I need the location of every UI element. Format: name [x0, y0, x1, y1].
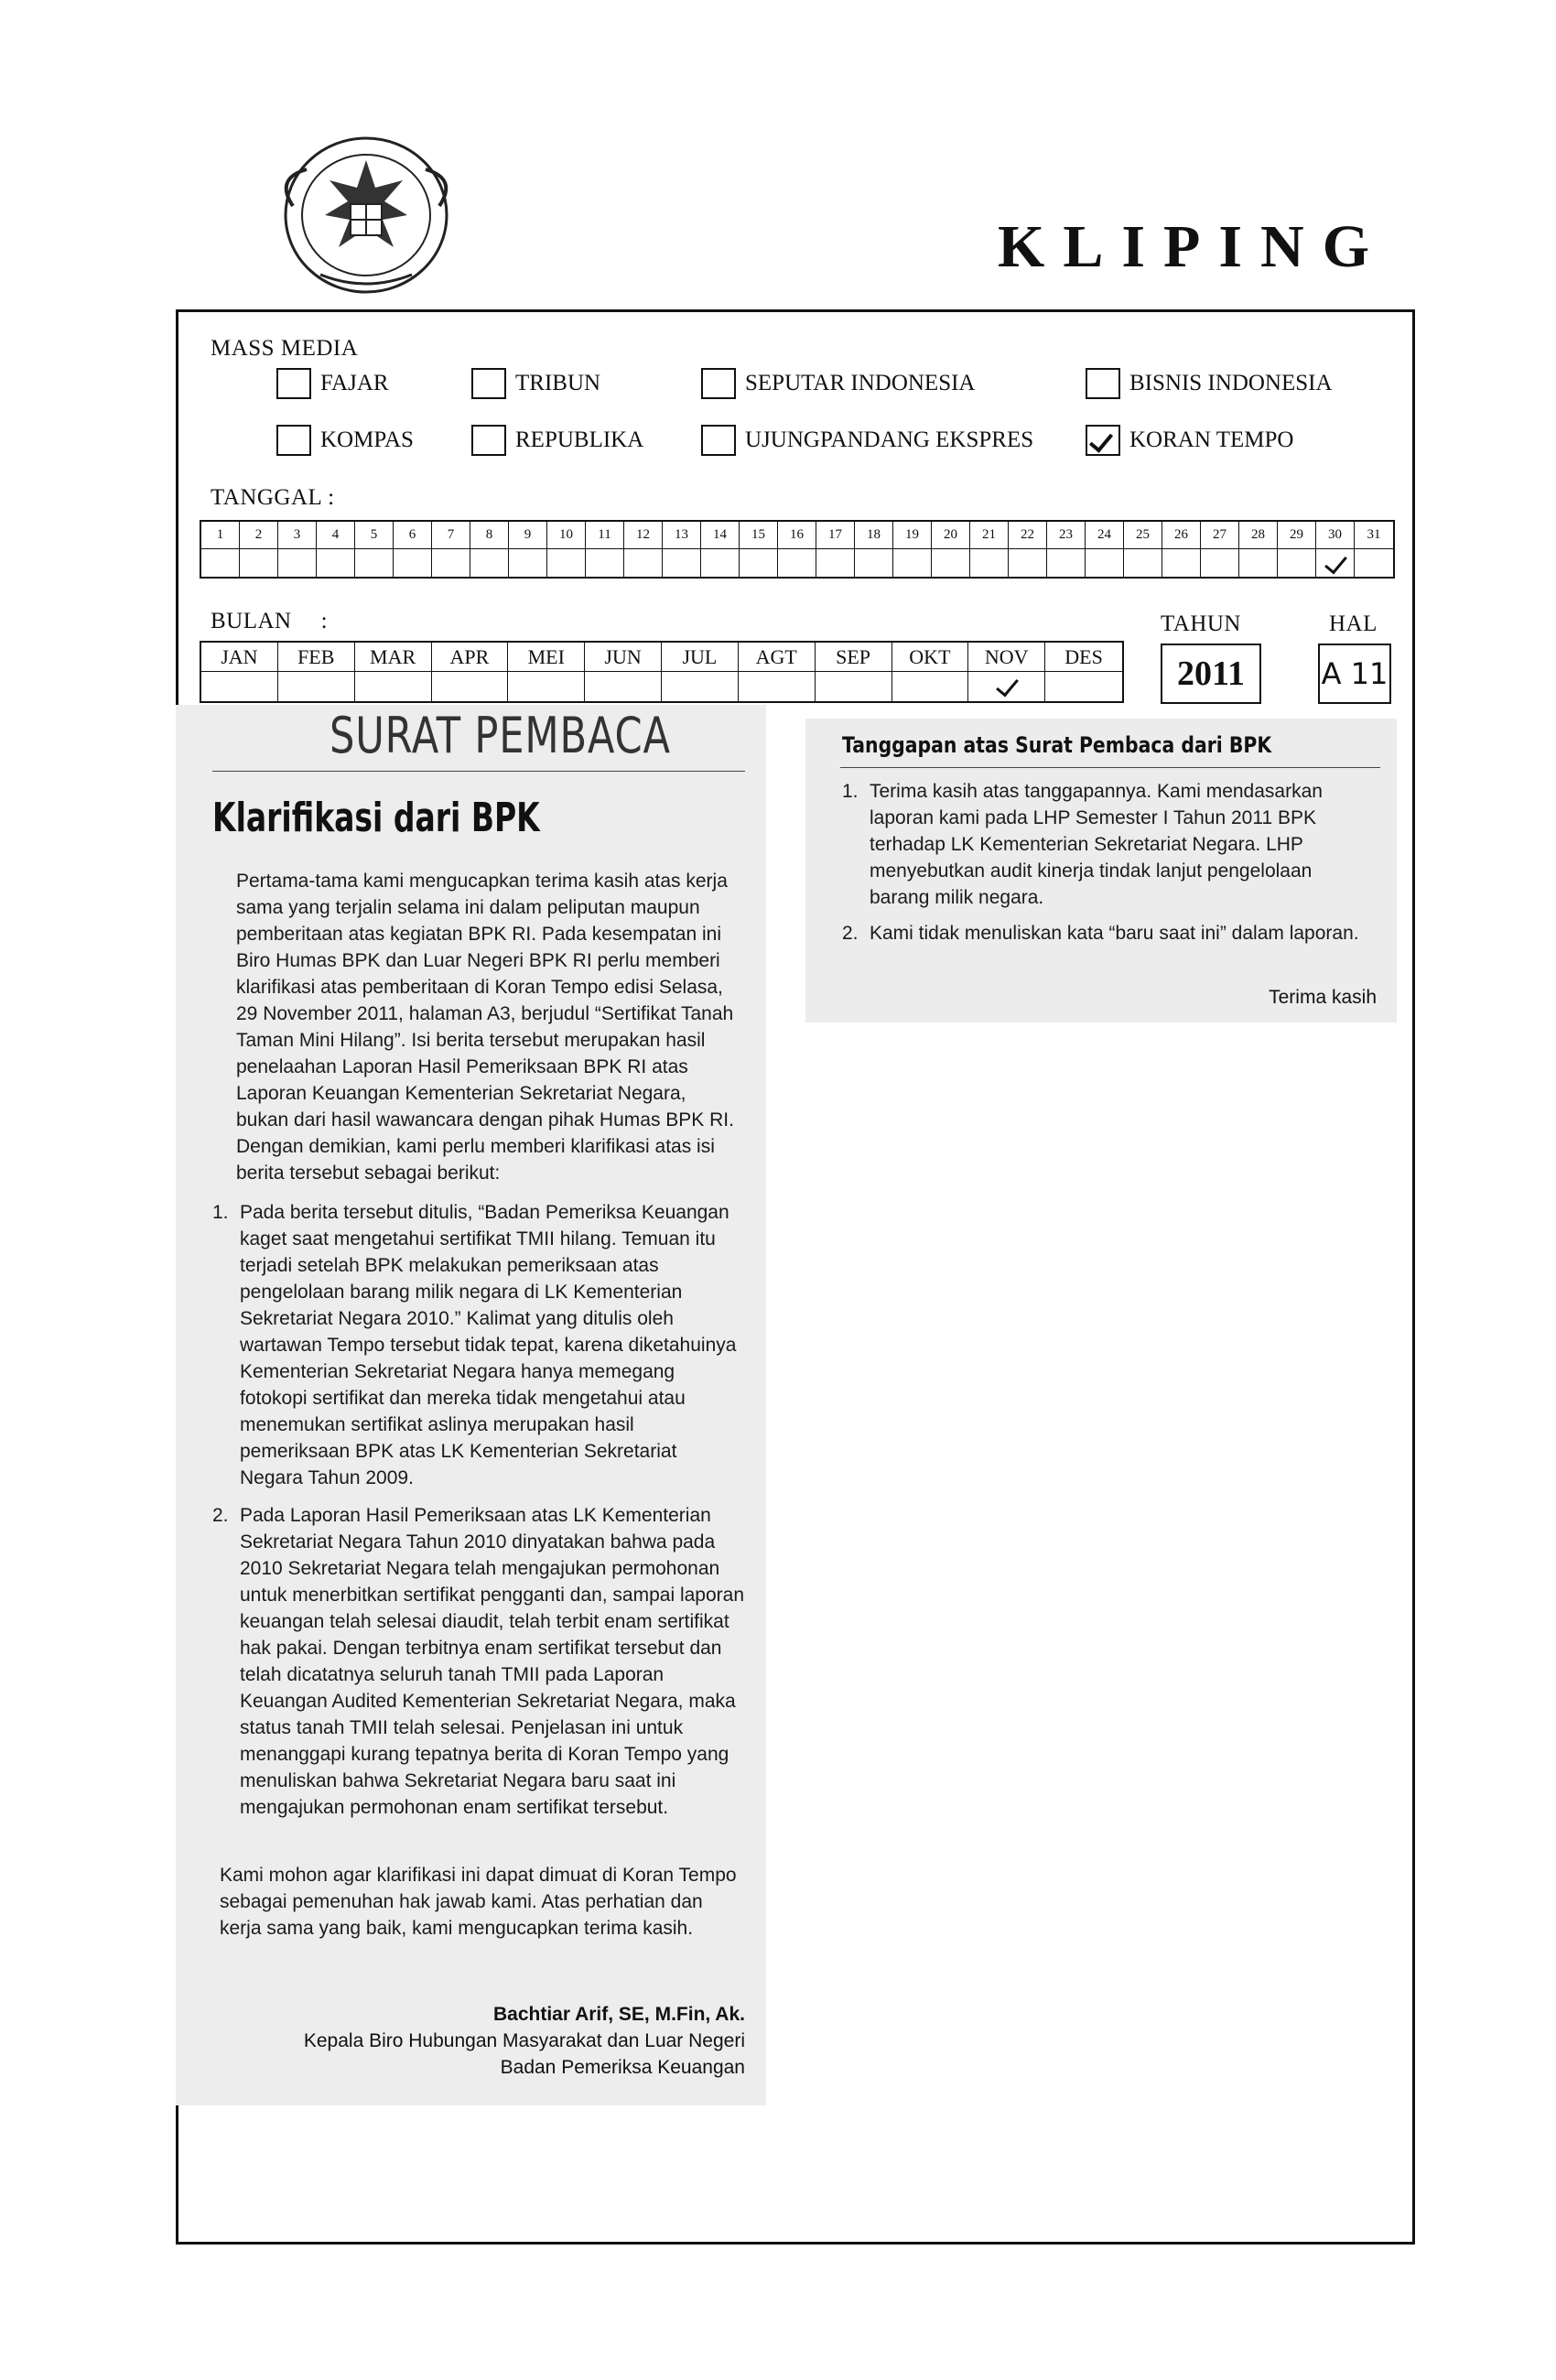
- month-label: MAR: [355, 643, 432, 672]
- day-mark-cell[interactable]: [1239, 549, 1278, 577]
- day-mark-cell[interactable]: [547, 549, 586, 577]
- day-mark-cell[interactable]: [201, 549, 240, 577]
- day-mark-cell[interactable]: [663, 549, 701, 577]
- month-label: DES: [1045, 643, 1122, 672]
- day-mark-cell[interactable]: [701, 549, 740, 577]
- article-headline: Klarifikasi dari BPK: [212, 795, 540, 841]
- month-label: APR: [432, 643, 509, 672]
- year-value: 2011: [1161, 644, 1261, 704]
- month-mark-cell[interactable]: [201, 672, 278, 701]
- day-mark-cell[interactable]: [740, 549, 778, 577]
- media-option-label: SEPUTAR INDONESIA: [745, 371, 976, 395]
- day-mark-cell[interactable]: [1278, 549, 1316, 577]
- month-mark-cell[interactable]: [1045, 672, 1122, 701]
- day-mark-cell[interactable]: [355, 549, 394, 577]
- month-label: JUL: [662, 643, 739, 672]
- day-number: 16: [778, 522, 816, 549]
- checkbox[interactable]: [471, 368, 506, 399]
- media-option-tribun[interactable]: [471, 368, 600, 399]
- day-mark-cell[interactable]: [1009, 549, 1047, 577]
- garuda-emblem-icon: [256, 124, 476, 302]
- month-label: NOV: [968, 643, 1045, 672]
- signature: Bachtiar Arif, SE, M.Fin, Ak. Kepala Biro Hubungan Masyarakat dan Luar Negeri Badan Pemeriksa Keuangan: [303, 2004, 745, 2078]
- day-number: 13: [663, 522, 701, 549]
- list-item: 2. Pada Laporan Hasil Pemeriksaan atas LK Kementerian Sekretariat Negara Tahun 2010 dinyatakan bahwa pada 2010 Sekretariat Negara telah mengajukan permohonan untuk menerbitkan sertifikat pengganti dan, sampai laporan keuangan telah selesai diaudit, telah terbit enam sertifikat hak pakai. Dengan terbitnya enam sertifikat tersebut dan telah dicatatnya seluruh tanah TMII pada Laporan Keuangan Audited Kementerian Sekretariat Negara, maka status tanah TMII telah selesai. Penjelasan ini untuk menanggapi kurang tepatnya berita di Koran Tempo yang menuliskan bahwa Sekretariat Negara baru saat ini mengajukan permohonan enam sertifikat tersebut.: [212, 1505, 745, 1818]
- month-label: OKT: [892, 643, 969, 672]
- day-number: 18: [855, 522, 893, 549]
- month-label: AGT: [739, 643, 816, 672]
- media-option-koran-tempo[interactable]: [1086, 425, 1293, 456]
- month-mark-cell[interactable]: [662, 672, 739, 701]
- checkbox[interactable]: [701, 368, 736, 399]
- list-item: 2. Kami tidak menuliskan kata “baru saat ini” dalam laporan.: [842, 923, 1359, 944]
- day-number: 15: [740, 522, 778, 549]
- day-number: 14: [701, 522, 740, 549]
- day-number: 6: [394, 522, 432, 549]
- day-mark-cell[interactable]: [1316, 549, 1355, 577]
- day-mark-cell[interactable]: [470, 549, 509, 577]
- list-item: 1. Pada berita tersebut ditulis, “Badan Pemeriksa Keuangan kaget saat mengetahui sertifikat TMII hilang. Temuan itu terjadi setelah BPK melakukan pemeriksaan atas pengelolaan barang milik negara di LK Kementerian Sekretariat Negara 2010.” Kalimat yang ditulis oleh wartawan Tempo tersebut tidak tepat, karena diketahuinya Kementerian Sekretariat Negara hanya memegang fotokopi sertifikat dan mereka tidak mengetahui atau menemukan sertifikat aslinya merupakan hasil pemeriksaan BPK atas LK Kementerian Sekretariat Negara Tahun 2009.: [212, 1202, 737, 1488]
- day-mark-cell[interactable]: [509, 549, 547, 577]
- day-mark-cell[interactable]: [317, 549, 355, 577]
- day-number: 10: [547, 522, 586, 549]
- day-number: 20: [932, 522, 970, 549]
- day-number: 28: [1239, 522, 1278, 549]
- month-mark-cell[interactable]: [278, 672, 355, 701]
- media-option-label: TRIBUN: [515, 371, 601, 395]
- day-number: 30: [1316, 522, 1355, 549]
- page-value: A 11: [1318, 644, 1391, 704]
- media-option-ujungpandang-ekspres[interactable]: [701, 425, 1033, 456]
- media-option-kompas[interactable]: [276, 425, 414, 456]
- hal-label: HAL: [1329, 611, 1378, 636]
- day-number: 27: [1201, 522, 1239, 549]
- day-mark-cell[interactable]: [970, 549, 1009, 577]
- checkbox[interactable]: [471, 425, 506, 456]
- month-mark-cell[interactable]: [739, 672, 816, 701]
- day-number: 2: [240, 522, 278, 549]
- day-mark-cell[interactable]: [855, 549, 893, 577]
- response-thanks: Terima kasih: [1269, 987, 1377, 1008]
- day-mark-cell[interactable]: [432, 549, 470, 577]
- list-item: 1. Terima kasih atas tanggapannya. Kami mendasarkan laporan kami pada LHP Semester I Tahun 2011 BPK terhadap LK Kementerian Sekretariat Negara. LHP menyebutkan audit kinerja tindak lanjut pengelolaan barang milik negara.: [842, 781, 1323, 908]
- media-option-label: BISNIS INDONESIA: [1129, 371, 1333, 395]
- media-option-label: KOMPAS: [320, 427, 414, 452]
- day-number: 3: [278, 522, 317, 549]
- day-number: 19: [893, 522, 932, 549]
- check-mark-icon: [1324, 551, 1347, 575]
- month-mark-cell[interactable]: [968, 672, 1045, 701]
- bulan-label: BULAN :: [211, 609, 329, 633]
- day-mark-cell[interactable]: [1124, 549, 1162, 577]
- month-label: FEB: [278, 643, 355, 672]
- media-option-fajar[interactable]: [276, 368, 389, 399]
- section-title: SURAT PEMBACA: [330, 707, 671, 764]
- day-number: 24: [1086, 522, 1124, 549]
- day-number: 8: [470, 522, 509, 549]
- checkbox-checked[interactable]: [1086, 425, 1120, 456]
- month-label: JAN: [201, 643, 278, 672]
- day-number: 26: [1162, 522, 1201, 549]
- day-number: 11: [586, 522, 624, 549]
- day-mark-cell[interactable]: [893, 549, 932, 577]
- month-grid: [200, 641, 1124, 703]
- media-option-label: REPUBLIKA: [515, 427, 644, 452]
- date-grid: [200, 520, 1395, 579]
- day-number: 7: [432, 522, 470, 549]
- day-number: 23: [1047, 522, 1086, 549]
- checkbox[interactable]: [1086, 368, 1120, 399]
- check-mark-icon: [996, 674, 1019, 698]
- day-number: 29: [1278, 522, 1316, 549]
- tanggal-label: TANGGAL :: [211, 485, 335, 510]
- media-option-seputar-indonesia[interactable]: [701, 368, 975, 399]
- media-option-label: FAJAR: [320, 371, 389, 395]
- day-mark-cell[interactable]: [394, 549, 432, 577]
- day-number: 4: [317, 522, 355, 549]
- mass-media-label: MASS MEDIA: [211, 336, 359, 361]
- media-option-label: UJUNGPANDANG EKSPRES: [745, 427, 1034, 452]
- day-mark-cell[interactable]: [1047, 549, 1086, 577]
- day-mark-cell[interactable]: [586, 549, 624, 577]
- day-mark-cell[interactable]: [778, 549, 816, 577]
- month-label: MEI: [508, 643, 585, 672]
- month-mark-cell[interactable]: [816, 672, 892, 701]
- article-closing: Kami mohon agar klarifikasi ini dapat dimuat di Koran Tempo sebagai pemenuhan hak jawab kami. Atas perhatian dan kerja sama yang baik, kami mengucapkan terima kasih.: [220, 1865, 737, 1939]
- day-number: 9: [509, 522, 547, 549]
- month-mark-cell[interactable]: [508, 672, 585, 701]
- day-number: 1: [201, 522, 240, 549]
- media-option-bisnis-indonesia[interactable]: [1086, 368, 1333, 399]
- day-number: 25: [1124, 522, 1162, 549]
- page-title: KLIPING: [998, 213, 1389, 280]
- day-number: 31: [1355, 522, 1393, 549]
- day-number: 17: [816, 522, 855, 549]
- divider: [212, 771, 745, 772]
- day-mark-cell[interactable]: [624, 549, 663, 577]
- media-option-label: KORAN TEMPO: [1129, 427, 1294, 452]
- month-mark-cell[interactable]: [585, 672, 662, 701]
- day-mark-cell[interactable]: [1162, 549, 1201, 577]
- response-points: [842, 778, 1373, 947]
- media-option-republika[interactable]: [471, 425, 643, 456]
- month-mark-cell[interactable]: [355, 672, 432, 701]
- tahun-label: TAHUN: [1161, 611, 1241, 636]
- checkbox[interactable]: [276, 425, 311, 456]
- day-mark-cell[interactable]: [932, 549, 970, 577]
- day-number: 21: [970, 522, 1009, 549]
- day-mark-cell[interactable]: [1201, 549, 1239, 577]
- month-label: SEP: [816, 643, 892, 672]
- day-mark-cell[interactable]: [278, 549, 317, 577]
- response-headline: Tanggapan atas Surat Pembaca dari BPK: [842, 732, 1272, 758]
- divider: [840, 767, 1380, 768]
- checkbox[interactable]: [701, 425, 736, 456]
- article-intro: Pertama-tama kami mengucapkan terima kasih atas kerja sama yang terjalin selama ini dalam peliputan maupun pemberitaan atas kegiatan BPK RI. Pada kesempatan ini Biro Humas BPK dan Luar Negeri BPK RI perlu memberi klarifikasi atas pemberitaan di Koran Tempo edisi Selasa, 29 November 2011, halaman A3, berjudul “Sertifikat Tanah Taman Mini Hilang”. Isi berita tersebut merupakan hasil penelaahan Laporan Hasil Pemeriksaan BPK RI atas Laporan Keuangan Kementerian Sekretariat Negara, bukan dari hasil wawancara dengan pihak Humas BPK RI. Dengan demikian, kami perlu memberi klarifikasi atas isi berita tersebut sebagai berikut:: [236, 871, 734, 1184]
- checkbox[interactable]: [276, 368, 311, 399]
- day-mark-cell[interactable]: [1086, 549, 1124, 577]
- day-number: 12: [624, 522, 663, 549]
- article-points: [212, 1199, 745, 1821]
- month-label: JUN: [585, 643, 662, 672]
- day-number: 22: [1009, 522, 1047, 549]
- day-number: 5: [355, 522, 394, 549]
- day-mark-cell[interactable]: [816, 549, 855, 577]
- month-mark-cell[interactable]: [892, 672, 969, 701]
- day-mark-cell[interactable]: [1355, 549, 1393, 577]
- day-mark-cell[interactable]: [240, 549, 278, 577]
- month-mark-cell[interactable]: [432, 672, 509, 701]
